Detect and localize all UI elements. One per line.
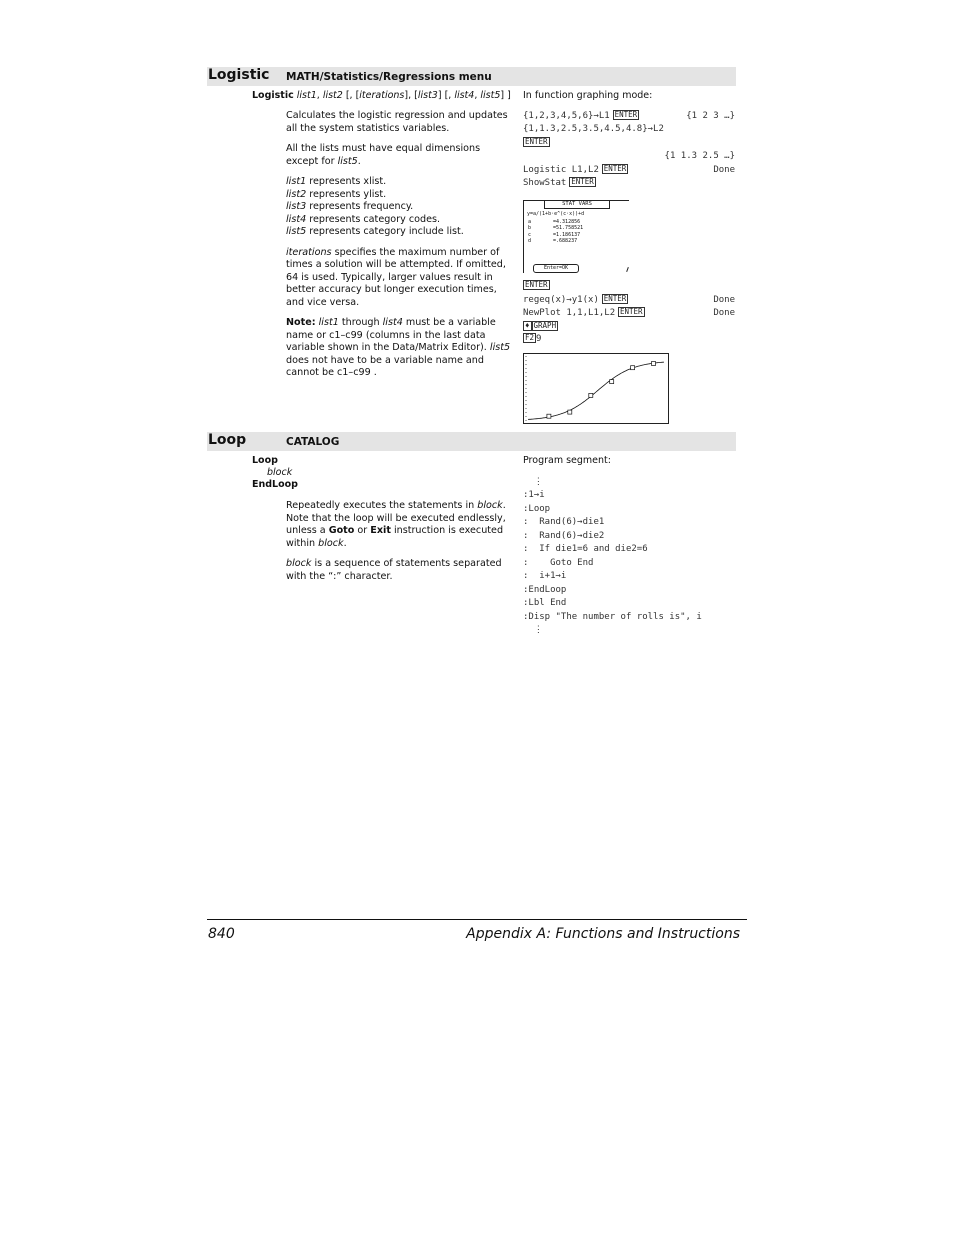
loop-syntax-endloop: EndLoop <box>252 479 298 490</box>
logistic-example-intro: In function graphing mode: <box>523 90 653 101</box>
example-line-7 <box>523 321 735 334</box>
code-line: : i+1→i <box>523 571 567 581</box>
code-line: : Rand(6)→die2 <box>523 530 605 541</box>
logistic-title: Logistic <box>208 67 270 83</box>
footer-rule <box>207 919 747 920</box>
code-line: ⋮ <box>523 476 543 487</box>
logistic-menu-path: MATH/Statistics/Regressions menu <box>286 71 492 83</box>
data-point <box>589 393 593 397</box>
logistic-note: Note: list1 through list4 must be a variable name or c1–c99 (columns in the last data variable shown in the Data/Matrix Editor). list5 does not have to be a variable name and cannot be c1–c99 . <box>286 317 511 378</box>
example-line-2-result: {1 1.3 2.5 …} <box>664 151 735 161</box>
code-line: :Loop <box>523 503 551 514</box>
example-line-5: regeq(x)→y1(x) ENTER Done <box>523 293 735 305</box>
example-line-6: NewPlot 1,1,L1,L2 ENTER Done <box>523 307 735 318</box>
logistic-example-2 <box>523 280 735 347</box>
regression-curve <box>528 362 664 419</box>
stat-vars-screen <box>523 200 629 273</box>
loop-title: Loop <box>208 432 247 448</box>
stat-vars-title: STAT VARS <box>544 200 610 209</box>
screen-tick-mark <box>626 267 629 272</box>
loop-syntax <box>252 455 298 491</box>
page-number: 840 <box>208 926 235 942</box>
logistic-list-descriptions: list1 represents xlist. list2 represents ylist. list3 represents frequency. list4 represents category codes. list5 represents category include list. <box>286 176 464 237</box>
loop-syntax-block: block <box>267 467 293 478</box>
example-line-4: ShowStat ENTER <box>523 177 594 188</box>
data-point <box>547 414 551 418</box>
data-point <box>568 410 572 414</box>
stat-vars-values: a =4.312856 b =51.758521 c =1.186137 d =.688237 <box>528 219 584 244</box>
stat-vars-ok-button[interactable]: Enter=OK <box>533 264 579 273</box>
footer-title: Appendix A: Functions and Instructions <box>466 926 740 942</box>
example-line-8: F2 9 <box>525 333 542 344</box>
diamond-key: ♦ <box>525 320 530 330</box>
loop-example-intro: Program segment: <box>523 455 611 466</box>
program-segment <box>523 476 735 638</box>
f2-key: F2 <box>525 333 535 342</box>
code-line: :1→i <box>523 490 545 500</box>
code-line: :Disp "The number of rolls is", i <box>523 611 702 622</box>
enter-key: ENTER <box>603 293 627 303</box>
logistic-desc-1: Calculates the logistic regression and updates all the system statistics variables. <box>286 110 508 134</box>
example-line-2-key <box>523 137 735 151</box>
example-line-1: {1,2,3,4,5,6}→L1 ENTER {1 2 3 …} <box>523 109 735 121</box>
data-point <box>610 380 614 384</box>
code-line: ⋮ <box>523 625 543 635</box>
loop-example <box>523 454 735 638</box>
code-line: :EndLoop <box>523 584 567 595</box>
enter-key: ENTER <box>620 307 643 316</box>
code-line: : Goto End <box>523 557 594 568</box>
enter-key: ENTER <box>614 109 638 119</box>
example-line-2: {1,1.3,2.5,3.5,4.5,4.8}→L2 <box>523 124 664 134</box>
loop-description <box>286 500 514 591</box>
logistic-example <box>523 89 735 191</box>
graph-key: GRAPH <box>533 320 557 330</box>
logistic-graph-screen <box>523 353 669 424</box>
code-line: :Lbl End <box>523 598 567 608</box>
logistic-syntax: Logistic list1, list2 [, [iterations], [list3] [, list4, list5] ] <box>252 90 511 101</box>
data-point <box>652 362 656 366</box>
loop-syntax-loop: Loop <box>252 455 278 466</box>
enter-key: ENTER <box>525 136 548 146</box>
loop-desc-1: Repeatedly executes the statements in block. Note that the loop will be executed endlessly, unless a Goto or Exit instruction is executed within block. <box>286 500 506 549</box>
stat-vars-equation: y=a/(1+b·e^(c·x))+d <box>527 211 585 217</box>
example-enter-line <box>523 280 735 294</box>
logistic-desc-2: All the lists must have equal dimensions except for list5. <box>286 143 481 167</box>
enter-key: ENTER <box>571 177 594 186</box>
loop-menu-path: CATALOG <box>286 436 340 448</box>
logistic-iterations-desc: iterations specifies the maximum number of times a solution will be attempted. If omitted, 64 is used. Typically, larger values result in better accuracy but longer execution times, and vice versa. <box>286 246 506 308</box>
logistic-graph <box>524 354 668 423</box>
logistic-description <box>286 110 514 388</box>
code-line: : Rand(6)→die1 <box>523 517 605 527</box>
loop-desc-2: block is a sequence of statements separated with the “:” character. <box>286 558 502 582</box>
data-point <box>631 366 635 370</box>
enter-key: ENTER <box>603 163 627 173</box>
example-line-3: Logistic L1,L2 ENTER Done <box>523 163 735 175</box>
enter-key: ENTER <box>525 280 548 289</box>
code-line: : If die1=6 and die2=6 <box>523 544 648 554</box>
